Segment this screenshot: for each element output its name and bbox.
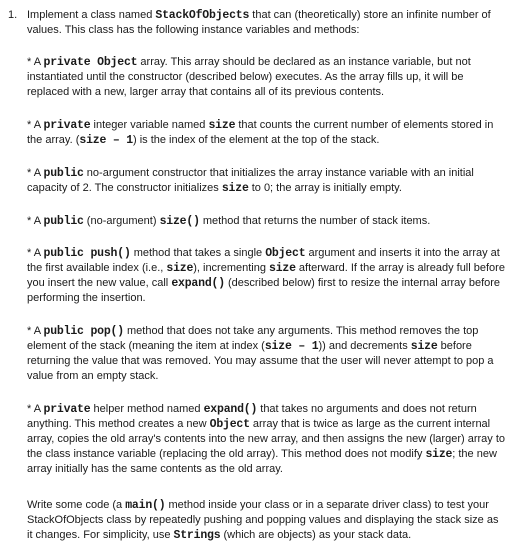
- push-method-bullet: * A public push() method that takes a single Object argument and inserts it into the array at the first available index (i.e., size), incrementing size afterward. If the array is already full before you insert the new value, call expand() (described below) first to resize the internal array before performing the insertion.: [27, 247, 505, 304]
- constructor-bullet: * A public no-argument constructor that initializes the array instance variable with an initial capacity of 2. The constructor initializes size to 0; the array is initially empty.: [27, 167, 474, 195]
- intro-text: Implement a class named StackOfObjects that can (theoretically) store an infinite number of values. This class has the following instance variables and methods:: [27, 9, 491, 36]
- size-variable-bullet: * A private integer variable named size that counts the current number of elements stored in the array. (size – 1) is the index of the element at the top of the stack.: [27, 119, 494, 147]
- pop-method-bullet: * A public pop() method that does not take any arguments. This method removes the top element of the stack (meaning the item at index (size – 1)) and decrements size before returning the value that was removed. You may assume that the user will never attempt to pop a value from an empty stack.: [27, 325, 494, 382]
- closing-instructions: Write some code (a main() method inside your class or in a separate driver class) to test your StackOfObjects class by repeatedly pushing and popping values and displaying the stack size as it changes. For simplicity, use Strings (which are objects) as your stack data.: [27, 499, 499, 542]
- expand-method-bullet: * A private helper method named expand() that takes no arguments and does not return anything. This method creates a new Object array that is twice as large as the current internal array, copies the old array's contents into the new array, and then assigns the new (larger) array to the class instance variable (replacing the old array). This method does not modify size; the new array initially has the same contents as the old array.: [27, 403, 505, 475]
- item-1-intro: [8, 8, 503, 38]
- size-method-bullet: * A public (no-argument) size() method that returns the number of stack items.: [27, 215, 431, 228]
- item-number: 1.: [8, 9, 18, 21]
- private-object-array-bullet: * A private Object array. This array should be declared as an instance variable, but not instantiated until the constructor (described below) executes. As the array fills up, it will be replaced with a new, larger array that contains all of its previous contents.: [27, 56, 471, 98]
